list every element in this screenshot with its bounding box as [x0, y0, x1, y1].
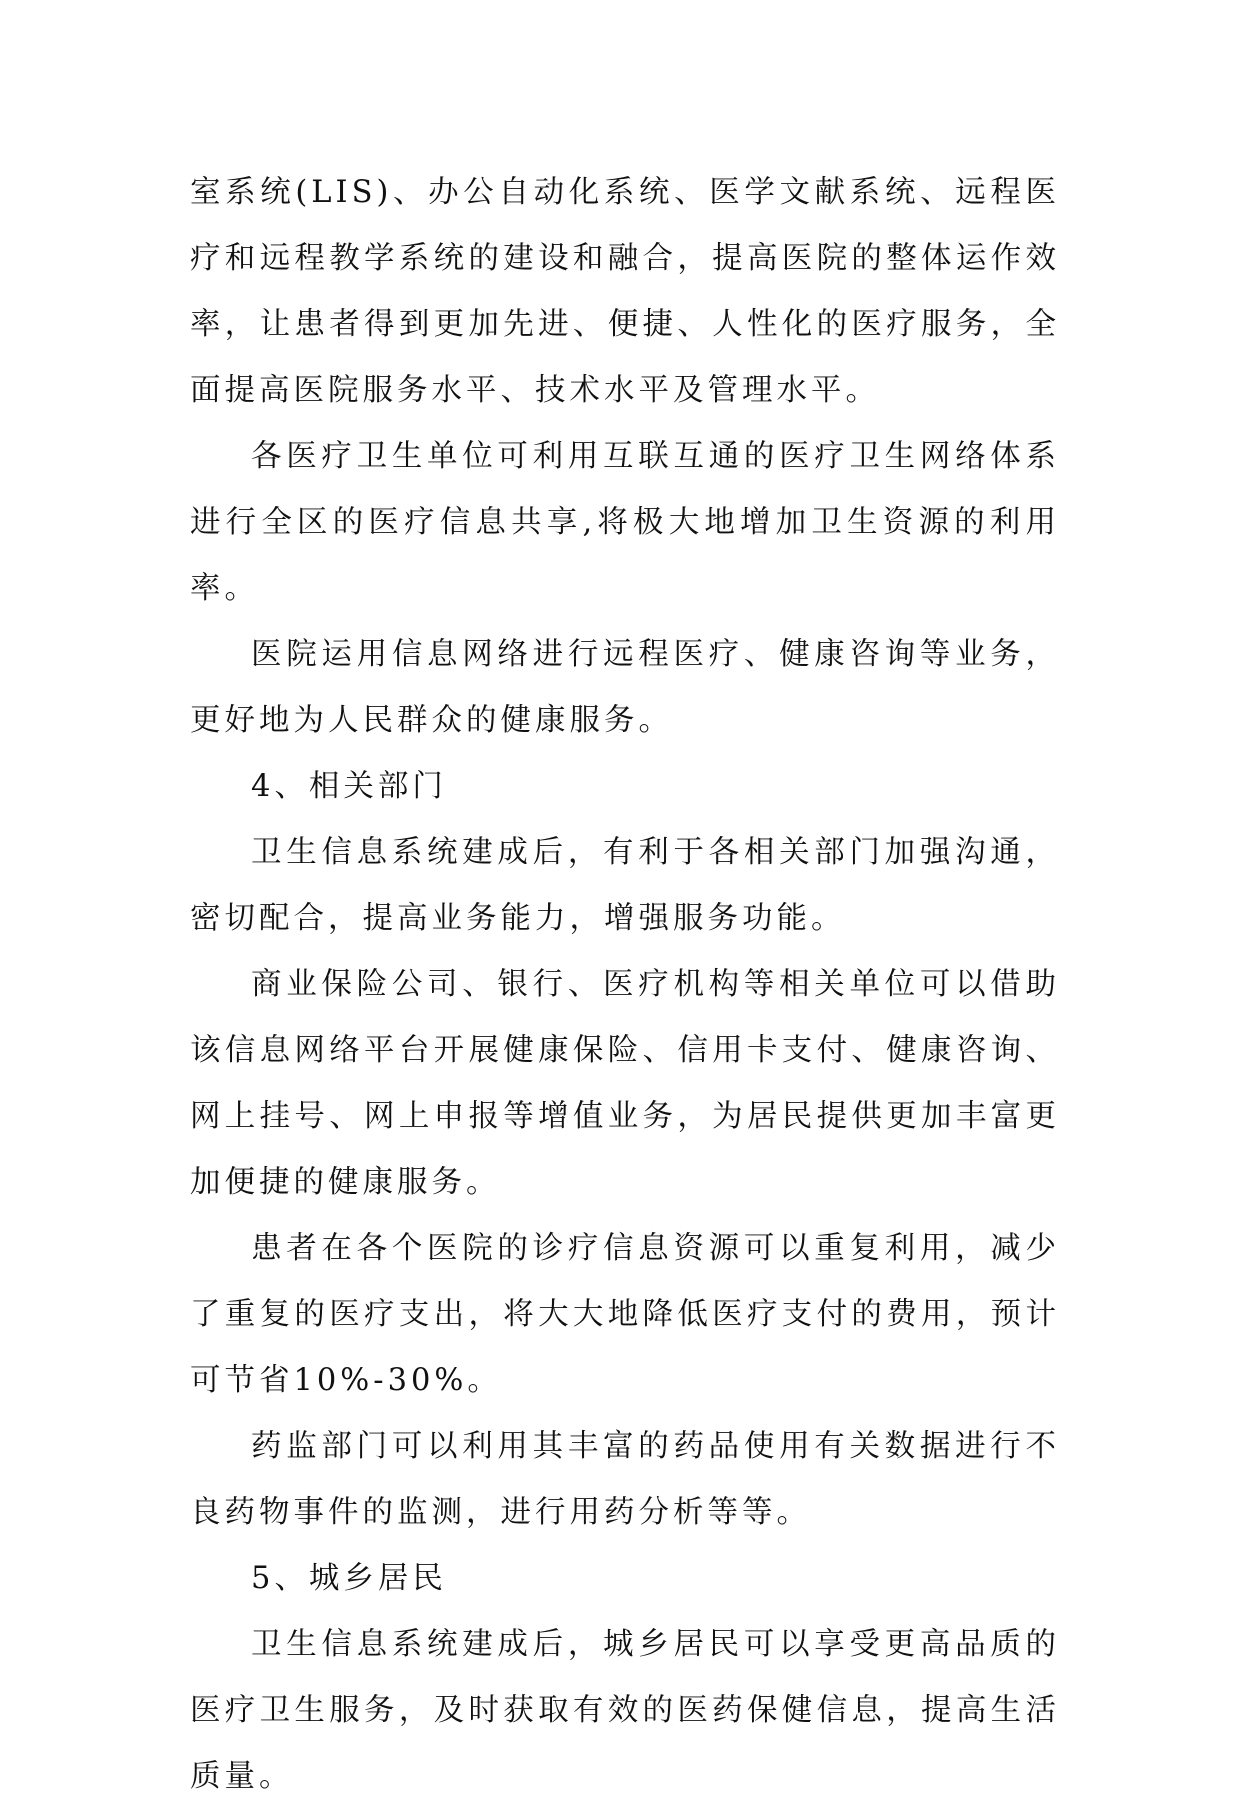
paragraph-network-sharing: 各医疗卫生单位可利用互联互通的医疗卫生网络体系进行全区的医疗信息共享,将极大地增加卫生资源的利用率。: [190, 439, 1060, 606]
section-heading-residents: 5、城乡居民: [251, 1561, 447, 1596]
paragraph-drug-monitoring: 药监部门可以利用其丰富的药品使用有关数据进行不良药物事件的监测，进行用药分析等等。: [190, 1429, 1060, 1530]
paragraph-patient-savings: 患者在各个医院的诊疗信息资源可以重复利用，减少了重复的医疗支出，将大大地降低医疗支付的费用，预计可节省10%-30%。: [190, 1231, 1060, 1398]
section-heading-related-departments: 4、相关部门: [251, 769, 447, 804]
paragraph-resident-benefits: 卫生信息系统建成后，城乡居民可以享受更高品质的医疗卫生服务，及时获取有效的医药保健信息，提高生活质量。: [190, 1627, 1060, 1794]
paragraph-hospital-systems: 室系统(LIS)、办公自动化系统、医学文献系统、远程医疗和远程教学系统的建设和融合，提高医院的整体运作效率，让患者得到更加先进、便捷、人性化的医疗服务，全面提高医院服务水平、技术水平及管理水平。: [190, 175, 1060, 408]
paragraph-department-coordination: 卫生信息系统建成后，有利于各相关部门加强沟通，密切配合，提高业务能力，增强服务功能。: [190, 835, 1060, 936]
paragraph-remote-medical: 医院运用信息网络进行远程医疗、健康咨询等业务，更好地为人民群众的健康服务。: [190, 637, 1060, 738]
document-body: [190, 160, 1060, 1810]
paragraph-commercial-services: 商业保险公司、银行、医疗机构等相关单位可以借助该信息网络平台开展健康保险、信用卡支付、健康咨询、网上挂号、网上申报等增值业务，为居民提供更加丰富更加便捷的健康服务。: [190, 967, 1060, 1200]
